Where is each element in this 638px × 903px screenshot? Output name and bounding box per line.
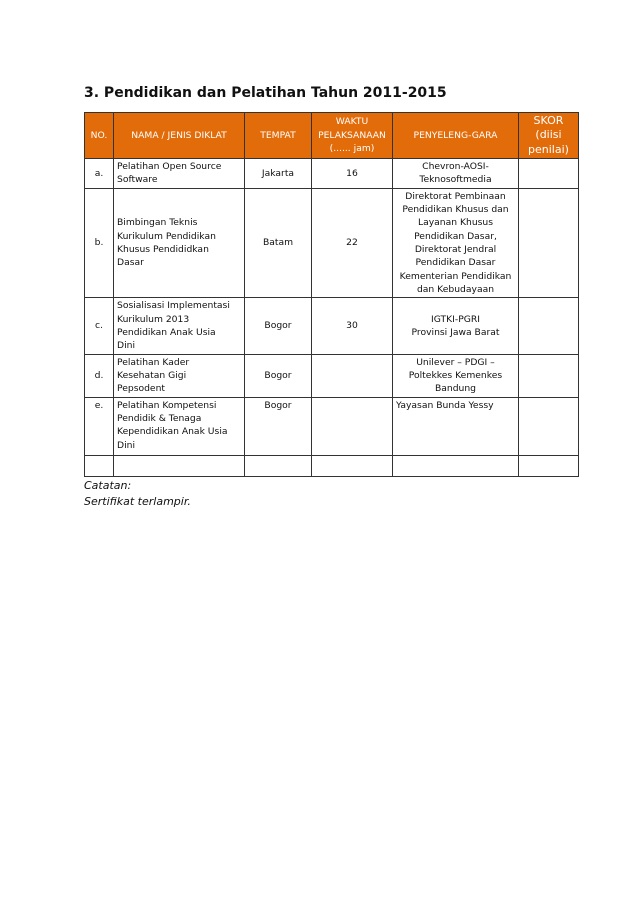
header-tempat: TEMPAT [245,113,312,159]
cell-no: a. [85,158,114,188]
cell-waktu [312,455,393,476]
header-nama: NAMA / JENIS DIKLAT [114,113,245,159]
header-skor: SKOR (diisi penilai) [519,113,579,159]
cell-penyelenggara: Chevron-AOSI- Teknosoftmedia [393,158,519,188]
cell-no: c. [85,298,114,354]
cell-skor [519,455,579,476]
header-no: NO. [85,113,114,159]
cell-skor [519,354,579,397]
cell-nama: Bimbingan Teknis Kurikulum Pendidikan Khusus Pendididkan Dasar [114,188,245,298]
cell-tempat: Bogor [245,354,312,397]
cell-waktu: 22 [312,188,393,298]
section-title: 3. Pendidikan dan Pelatihan Tahun 2011-2015 [84,85,447,101]
training-table [84,112,579,477]
cell-skor [519,158,579,188]
cell-nama: Pelatihan Kader Kesehatan Gigi Pepsodent [114,354,245,397]
cell-tempat: Jakarta [245,158,312,188]
notes-block [84,478,191,510]
cell-waktu: 30 [312,298,393,354]
cell-waktu [312,397,393,455]
cell-tempat: Batam [245,188,312,298]
cell-skor [519,298,579,354]
cell-nama: Pelatihan Open Source Software [114,158,245,188]
header-waktu: WAKTU PELAKSANAAN (...... jam) [312,113,393,159]
table-row [85,298,579,354]
header-penyelenggara: PENYELENG-GARA [393,113,519,159]
notes-text: Sertifikat terlampir. [84,494,191,508]
cell-tempat [245,455,312,476]
table-header-row [85,113,579,159]
table-row [85,188,579,298]
cell-no: b. [85,188,114,298]
cell-no: e. [85,397,114,455]
cell-skor [519,188,579,298]
cell-penyelenggara: Unilever – PDGI – Poltekkes Kemenkes Bandung [393,354,519,397]
cell-penyelenggara [393,455,519,476]
cell-nama: Pelatihan Kompetensi Pendidik & Tenaga Kependidikan Anak Usia Dini [114,397,245,455]
table-row [85,354,579,397]
notes-label: Catatan: [84,479,132,492]
cell-tempat: Bogor [245,298,312,354]
cell-nama: Sosialisasi Implementasi Kurikulum 2013 Pendidikan Anak Usia Dini [114,298,245,354]
table-row [85,158,579,188]
cell-waktu: 16 [312,158,393,188]
table-row [85,455,579,476]
cell-penyelenggara: Direktorat Pembinaan Pendidikan Khusus dan Layanan Khusus Pendidikan Dasar, Direktorat Jendral Pendidikan Dasar Kementerian Pendidikan dan Kebudayaan [393,188,519,298]
cell-waktu [312,354,393,397]
cell-tempat: Bogor [245,397,312,455]
cell-skor [519,397,579,455]
cell-nama [114,455,245,476]
table-row [85,397,579,455]
cell-no: d. [85,354,114,397]
cell-penyelenggara: IGTKI-PGRI Provinsi Jawa Barat [393,298,519,354]
cell-no [85,455,114,476]
cell-penyelenggara: Yayasan Bunda Yessy [393,397,519,455]
